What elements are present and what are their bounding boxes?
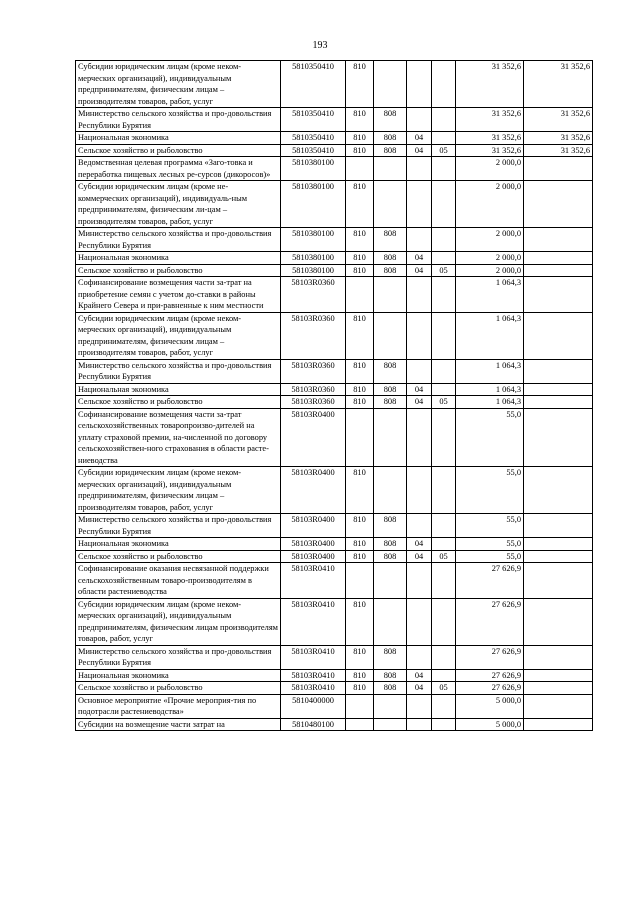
row-section-cell: 808: [374, 550, 407, 563]
table-row: [76, 132, 593, 145]
row-name-cell: Софинансирование возмещения части за-трат сельскохозяйственных товаропроизво-дителей на уплату страховой премии, на-численной по договору сельскохозяйствен-ного страхования в области расте-ниеводства: [76, 408, 281, 467]
row-sum-cell: 27 626,9: [456, 682, 524, 695]
row-subsection-cell: [407, 408, 432, 467]
row-name-cell: Министерство сельского хозяйства и про-довольствия Республики Бурятия: [76, 359, 281, 383]
row-type-cell: [432, 61, 456, 108]
row-sum-cell: 55,0: [456, 467, 524, 514]
row-type-cell: [432, 563, 456, 599]
budget-table: [75, 60, 593, 731]
row-subsection-cell: [407, 694, 432, 718]
row-subsection-cell: 04: [407, 383, 432, 396]
row-type-cell: 05: [432, 682, 456, 695]
row-ved-cell: 810: [346, 181, 374, 228]
table-row: [76, 383, 593, 396]
row-name-cell: Субсидии юридическим лицам (кроме неком-мерческих организаций), индивидуальным предпринимателям, физическим лицам – производителям товаров, работ, услуг: [76, 312, 281, 359]
row-type-cell: [432, 538, 456, 551]
row-sum-cell: 5 000,0: [456, 694, 524, 718]
row-type-cell: 05: [432, 144, 456, 157]
row-name-cell: Софинансирование оказания несвязанной поддержки сельскохозяйственным товаро-производителям в области растениеводства: [76, 563, 281, 599]
row-code-cell: 58103R0360: [281, 312, 346, 359]
row-section-cell: [374, 694, 407, 718]
table-row: [76, 598, 593, 645]
row-sum2-cell: [524, 538, 593, 551]
row-code-cell: 58103R0410: [281, 563, 346, 599]
table-row: [76, 514, 593, 538]
row-section-cell: [374, 563, 407, 599]
row-subsection-cell: [407, 157, 432, 181]
row-subsection-cell: 04: [407, 538, 432, 551]
row-code-cell: 58103R0360: [281, 359, 346, 383]
row-section-cell: [374, 467, 407, 514]
row-ved-cell: [346, 694, 374, 718]
row-sum-cell: 5 000,0: [456, 718, 524, 731]
row-section-cell: 808: [374, 228, 407, 252]
row-type-cell: [432, 132, 456, 145]
row-type-cell: [432, 694, 456, 718]
row-name-cell: Субсидии юридическим лицам (кроме неком-мерческих организаций), индивидуальным предпринимателям, физическим лицам – производителям товаров, работ, услуг: [76, 61, 281, 108]
row-sum-cell: 2 000,0: [456, 228, 524, 252]
row-code-cell: 5810350410: [281, 61, 346, 108]
row-ved-cell: [346, 277, 374, 313]
row-ved-cell: 810: [346, 228, 374, 252]
row-type-cell: 05: [432, 396, 456, 409]
row-subsection-cell: 04: [407, 396, 432, 409]
table-row: [76, 718, 593, 731]
row-sum2-cell: [524, 598, 593, 645]
row-sum2-cell: 31 352,6: [524, 132, 593, 145]
table-row: [76, 181, 593, 228]
row-section-cell: 808: [374, 538, 407, 551]
row-ved-cell: [346, 563, 374, 599]
row-ved-cell: 810: [346, 359, 374, 383]
row-name-cell: Министерство сельского хозяйства и про-довольствия Республики Бурятия: [76, 228, 281, 252]
row-name-cell: Сельское хозяйство и рыболовство: [76, 682, 281, 695]
table-row: [76, 645, 593, 669]
row-section-cell: [374, 598, 407, 645]
row-sum-cell: 2 000,0: [456, 157, 524, 181]
table-row: [76, 359, 593, 383]
row-ved-cell: [346, 408, 374, 467]
row-subsection-cell: 04: [407, 132, 432, 145]
row-sum2-cell: [524, 252, 593, 265]
row-type-cell: [432, 514, 456, 538]
row-section-cell: 808: [374, 383, 407, 396]
row-name-cell: Национальная экономика: [76, 252, 281, 265]
row-sum-cell: 1 064,3: [456, 277, 524, 313]
row-subsection-cell: [407, 598, 432, 645]
row-sum2-cell: [524, 467, 593, 514]
row-subsection-cell: [407, 718, 432, 731]
row-section-cell: 808: [374, 514, 407, 538]
table-row: [76, 312, 593, 359]
row-type-cell: [432, 359, 456, 383]
row-name-cell: Сельское хозяйство и рыболовство: [76, 264, 281, 277]
row-subsection-cell: [407, 563, 432, 599]
row-ved-cell: 810: [346, 61, 374, 108]
budget-table-body: [76, 61, 593, 731]
row-type-cell: [432, 408, 456, 467]
row-name-cell: Сельское хозяйство и рыболовство: [76, 396, 281, 409]
row-sum2-cell: [524, 669, 593, 682]
row-code-cell: 5810380100: [281, 181, 346, 228]
row-type-cell: [432, 312, 456, 359]
row-ved-cell: 810: [346, 467, 374, 514]
row-section-cell: [374, 718, 407, 731]
row-code-cell: 5810400000: [281, 694, 346, 718]
row-name-cell: Сельское хозяйство и рыболовство: [76, 550, 281, 563]
row-sum2-cell: 31 352,6: [524, 144, 593, 157]
table-row: [76, 694, 593, 718]
row-code-cell: 58103R0400: [281, 514, 346, 538]
row-subsection-cell: [407, 359, 432, 383]
row-code-cell: 5810480100: [281, 718, 346, 731]
row-section-cell: [374, 157, 407, 181]
row-section-cell: 808: [374, 252, 407, 265]
row-name-cell: Субсидии на возмещение части затрат на: [76, 718, 281, 731]
row-code-cell: 58103R0400: [281, 408, 346, 467]
row-code-cell: 5810350410: [281, 132, 346, 145]
row-section-cell: 808: [374, 669, 407, 682]
row-type-cell: [432, 383, 456, 396]
table-row: [76, 408, 593, 467]
row-code-cell: 5810380100: [281, 157, 346, 181]
row-name-cell: Национальная экономика: [76, 538, 281, 551]
row-name-cell: Министерство сельского хозяйства и про-довольствия Республики Бурятия: [76, 645, 281, 669]
row-sum-cell: 27 626,9: [456, 645, 524, 669]
row-subsection-cell: [407, 181, 432, 228]
row-ved-cell: 810: [346, 538, 374, 551]
row-sum-cell: 1 064,3: [456, 359, 524, 383]
row-code-cell: 58103R0410: [281, 669, 346, 682]
row-subsection-cell: 04: [407, 264, 432, 277]
row-type-cell: [432, 252, 456, 265]
row-code-cell: 5810350410: [281, 144, 346, 157]
row-sum-cell: 2 000,0: [456, 264, 524, 277]
row-ved-cell: 810: [346, 144, 374, 157]
row-section-cell: 808: [374, 264, 407, 277]
row-type-cell: [432, 228, 456, 252]
row-ved-cell: 810: [346, 312, 374, 359]
row-section-cell: 808: [374, 132, 407, 145]
row-sum-cell: 31 352,6: [456, 108, 524, 132]
row-section-cell: 808: [374, 682, 407, 695]
row-sum2-cell: [524, 718, 593, 731]
row-section-cell: [374, 181, 407, 228]
row-code-cell: 5810350410: [281, 108, 346, 132]
page-number: 193: [312, 40, 328, 51]
row-subsection-cell: [407, 467, 432, 514]
row-name-cell: Субсидии юридическим лицам (кроме неком-мерческих организаций), индивидуальным предпринимателям, физическим лицам производителям товаров, работ, услуг: [76, 598, 281, 645]
row-subsection-cell: 04: [407, 550, 432, 563]
row-type-cell: 05: [432, 264, 456, 277]
table-row: [76, 550, 593, 563]
row-type-cell: 05: [432, 550, 456, 563]
row-section-cell: [374, 312, 407, 359]
row-subsection-cell: [407, 514, 432, 538]
row-subsection-cell: [407, 645, 432, 669]
table-row: [76, 669, 593, 682]
row-subsection-cell: [407, 312, 432, 359]
row-code-cell: 58103R0360: [281, 383, 346, 396]
row-name-cell: Субсидии юридическим лицам (кроме не-коммерческих организаций), индивидуаль-ным предпринимателям, физическим ли-цам – производителям товаров, работ, услуг: [76, 181, 281, 228]
row-sum-cell: 55,0: [456, 514, 524, 538]
row-subsection-cell: [407, 61, 432, 108]
row-section-cell: 808: [374, 396, 407, 409]
table-row: [76, 157, 593, 181]
row-sum2-cell: [524, 514, 593, 538]
row-name-cell: Национальная экономика: [76, 383, 281, 396]
row-type-cell: [432, 277, 456, 313]
row-section-cell: [374, 61, 407, 108]
row-code-cell: 5810380100: [281, 252, 346, 265]
row-sum2-cell: [524, 277, 593, 313]
row-subsection-cell: 04: [407, 682, 432, 695]
row-name-cell: Национальная экономика: [76, 132, 281, 145]
row-name-cell: Национальная экономика: [76, 669, 281, 682]
row-sum2-cell: [524, 396, 593, 409]
row-section-cell: 808: [374, 108, 407, 132]
row-ved-cell: 810: [346, 682, 374, 695]
row-subsection-cell: [407, 228, 432, 252]
row-sum-cell: 1 064,3: [456, 312, 524, 359]
row-sum-cell: 2 000,0: [456, 181, 524, 228]
row-code-cell: 58103R0400: [281, 550, 346, 563]
row-subsection-cell: [407, 108, 432, 132]
row-type-cell: [432, 645, 456, 669]
table-row: [76, 467, 593, 514]
row-code-cell: 58103R0410: [281, 645, 346, 669]
row-subsection-cell: 04: [407, 144, 432, 157]
row-ved-cell: [346, 157, 374, 181]
row-type-cell: [432, 718, 456, 731]
row-ved-cell: 810: [346, 396, 374, 409]
row-sum-cell: 31 352,6: [456, 132, 524, 145]
row-sum2-cell: [524, 383, 593, 396]
row-sum-cell: 31 352,6: [456, 144, 524, 157]
row-ved-cell: 810: [346, 252, 374, 265]
row-subsection-cell: 04: [407, 669, 432, 682]
row-section-cell: 808: [374, 144, 407, 157]
row-code-cell: 5810380100: [281, 228, 346, 252]
row-ved-cell: 810: [346, 669, 374, 682]
row-type-cell: [432, 669, 456, 682]
table-row: [76, 144, 593, 157]
row-sum2-cell: [524, 359, 593, 383]
row-subsection-cell: [407, 277, 432, 313]
row-ved-cell: 810: [346, 550, 374, 563]
table-row: [76, 108, 593, 132]
row-sum-cell: 27 626,9: [456, 598, 524, 645]
row-type-cell: [432, 181, 456, 228]
row-sum2-cell: [524, 157, 593, 181]
row-type-cell: [432, 598, 456, 645]
table-row: [76, 61, 593, 108]
row-section-cell: 808: [374, 359, 407, 383]
row-section-cell: [374, 408, 407, 467]
row-sum-cell: 1 064,3: [456, 396, 524, 409]
row-ved-cell: 810: [346, 645, 374, 669]
table-row: [76, 563, 593, 599]
row-sum-cell: 55,0: [456, 408, 524, 467]
row-sum-cell: 31 352,6: [456, 61, 524, 108]
table-row: [76, 396, 593, 409]
table-row: [76, 228, 593, 252]
row-sum2-cell: [524, 408, 593, 467]
row-sum2-cell: [524, 312, 593, 359]
row-name-cell: Софинансирование возмещения части за-трат на приобретение семян с учетом до-ставки в районы Крайнего Севера и при-равненные к ним местности: [76, 277, 281, 313]
row-code-cell: 5810380100: [281, 264, 346, 277]
row-sum-cell: 27 626,9: [456, 563, 524, 599]
row-sum2-cell: [524, 181, 593, 228]
table-row: [76, 277, 593, 313]
row-sum2-cell: [524, 563, 593, 599]
row-code-cell: 58103R0400: [281, 538, 346, 551]
row-type-cell: [432, 467, 456, 514]
row-sum-cell: 2 000,0: [456, 252, 524, 265]
row-subsection-cell: 04: [407, 252, 432, 265]
row-type-cell: [432, 157, 456, 181]
table-row: [76, 682, 593, 695]
row-sum2-cell: [524, 550, 593, 563]
row-name-cell: Министерство сельского хозяйства и про-довольствия Республики Бурятия: [76, 514, 281, 538]
row-name-cell: Сельское хозяйство и рыболовство: [76, 144, 281, 157]
row-sum2-cell: 31 352,6: [524, 108, 593, 132]
table-row: [76, 264, 593, 277]
row-ved-cell: [346, 718, 374, 731]
row-ved-cell: 810: [346, 598, 374, 645]
row-ved-cell: 810: [346, 132, 374, 145]
row-code-cell: 58103R0360: [281, 277, 346, 313]
table-row: [76, 252, 593, 265]
row-section-cell: 808: [374, 645, 407, 669]
row-name-cell: Основное мероприятие «Прочие мероприя-тия по подотрасли растениеводства»: [76, 694, 281, 718]
row-ved-cell: 810: [346, 514, 374, 538]
row-ved-cell: 810: [346, 108, 374, 132]
row-sum2-cell: [524, 682, 593, 695]
row-code-cell: 58103R0400: [281, 467, 346, 514]
row-ved-cell: 810: [346, 383, 374, 396]
row-sum2-cell: [524, 264, 593, 277]
row-section-cell: [374, 277, 407, 313]
row-code-cell: 58103R0360: [281, 396, 346, 409]
row-name-cell: Субсидии юридическим лицам (кроме неком-мерческих организаций), индивидуальным предпринимателям, физическим лицам – производителям товаров, работ, услуг: [76, 467, 281, 514]
row-sum-cell: 55,0: [456, 538, 524, 551]
row-code-cell: 58103R0410: [281, 682, 346, 695]
row-sum2-cell: [524, 694, 593, 718]
row-sum-cell: 55,0: [456, 550, 524, 563]
row-sum-cell: 1 064,3: [456, 383, 524, 396]
row-name-cell: Министерство сельского хозяйства и про-довольствия Республики Бурятия: [76, 108, 281, 132]
row-type-cell: [432, 108, 456, 132]
row-name-cell: Ведомственная целевая программа «Заго-товка и переработка пищевых лесных ре-сурсов (дикоросов)»: [76, 157, 281, 181]
row-ved-cell: 810: [346, 264, 374, 277]
row-sum2-cell: [524, 645, 593, 669]
row-sum-cell: 27 626,9: [456, 669, 524, 682]
table-row: [76, 538, 593, 551]
row-sum2-cell: 31 352,6: [524, 61, 593, 108]
row-sum2-cell: [524, 228, 593, 252]
row-code-cell: 58103R0410: [281, 598, 346, 645]
